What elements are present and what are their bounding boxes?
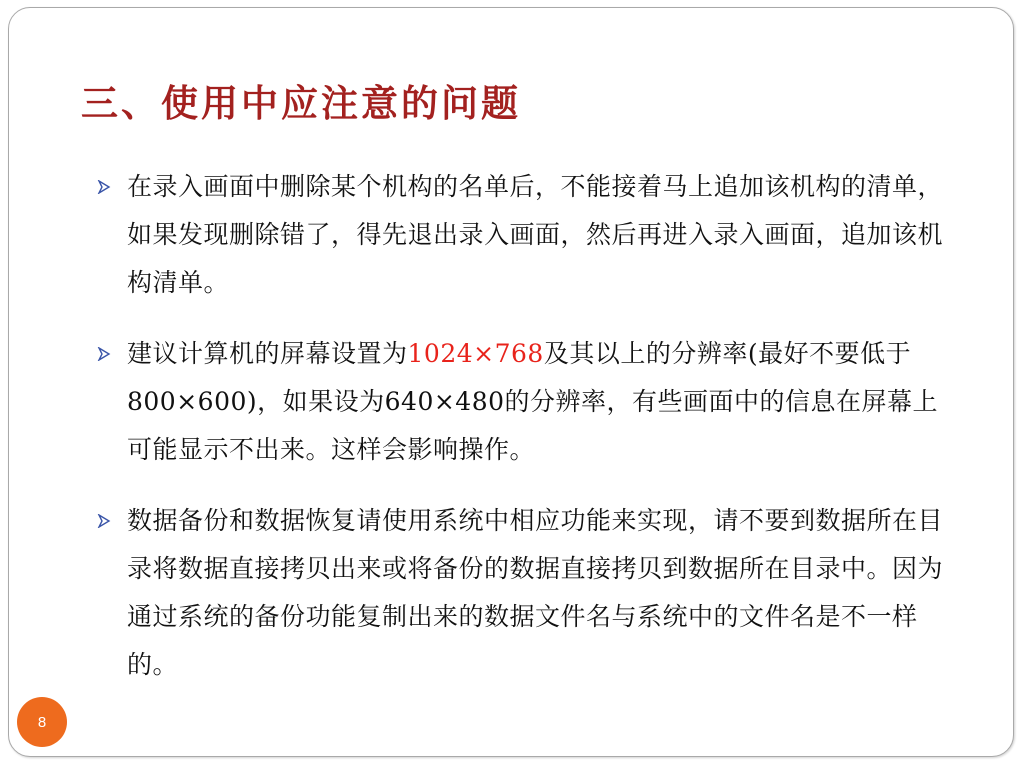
- page-number-badge: 8: [17, 697, 67, 747]
- resolution-highlight: 1024×768: [407, 339, 544, 368]
- bullet-text-before: 建议计算机的屏幕设置为: [127, 339, 408, 368]
- bullet-arrow-icon: [97, 180, 111, 194]
- bullet-item-1: [91, 163, 951, 307]
- bullet-list: [91, 163, 951, 712]
- bullet-arrow-icon: [97, 514, 111, 528]
- bullet-item-2: [91, 330, 951, 474]
- slide-title: 三、使用中应注意的问题: [81, 81, 521, 125]
- bullet-text: 在录入画面中删除某个机构的名单后，不能接着马上追加该机构的清单，如果发现删除错了，得先退出录入画面，然后再进入录入画面，追加该机构清单。: [127, 172, 944, 297]
- bullet-text-after: 及其以上的分辨率(最好不要低于800×600)，如果设为640×480的分辨率，有些画面中的信息在屏幕上可能显示不出来。这样会影响操作。: [127, 339, 939, 464]
- bullet-text: 数据备份和数据恢复请使用系统中相应功能来实现，请不要到数据所在目录将数据直接拷贝出来或将备份的数据直接拷贝到数据所在目录中。因为通过系统的备份功能复制出来的数据文件名与系统中的文件名是不一样的。: [127, 506, 944, 679]
- bullet-arrow-icon: [97, 347, 111, 361]
- bullet-item-3: [91, 497, 951, 689]
- slide-frame: [8, 7, 1014, 757]
